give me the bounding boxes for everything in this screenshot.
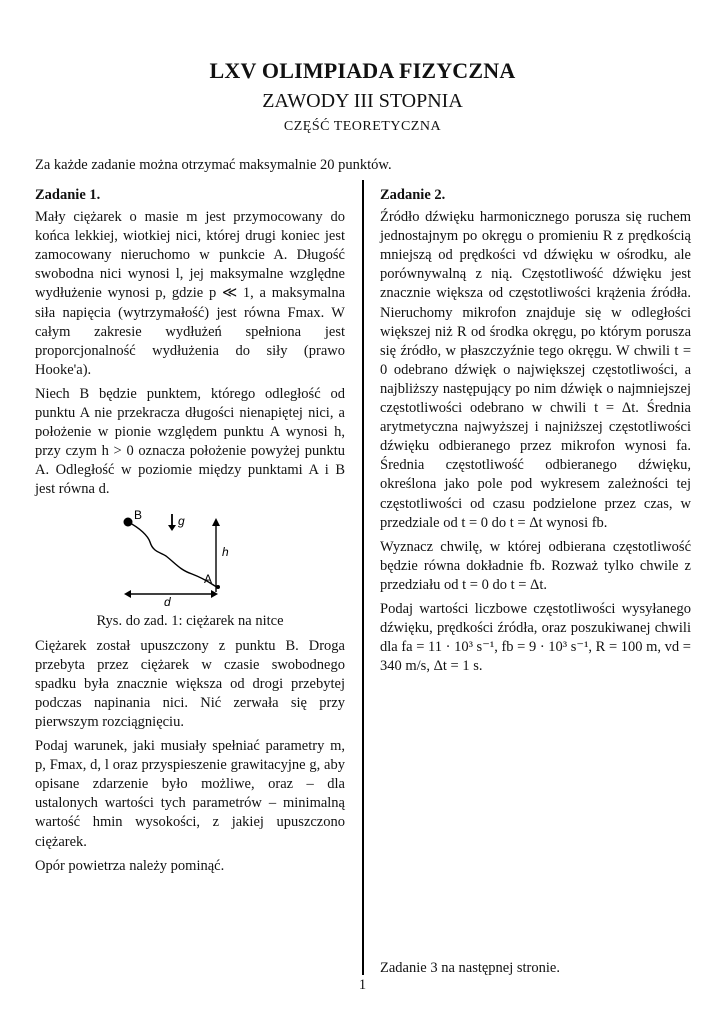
footer-note: Zadanie 3 na następnej stronie. bbox=[380, 960, 560, 976]
height-arrowhead bbox=[212, 518, 220, 526]
task2-heading: Zadanie 2. bbox=[380, 187, 446, 203]
task1-figure bbox=[120, 508, 270, 608]
page-number: 1 bbox=[358, 977, 367, 993]
gravity-arrowhead bbox=[168, 525, 176, 531]
part-title: CZĘŚĆ TEORETYCZNA bbox=[283, 119, 442, 134]
task2-paragraph-2: Wyznacz chwilę, w której odbierana częstotliwość będzie równa dokładnie fb. Rozważ tylko chwile z przedziału od t = 0 do t = Δt. bbox=[380, 538, 691, 593]
distance-arrowhead-left bbox=[124, 590, 131, 598]
task1-column bbox=[35, 186, 345, 881]
intro-text: Za każde zadanie można otrzymać maksymalnie 20 punktów. bbox=[35, 157, 392, 173]
task2-paragraph-1: Źródło dźwięku harmonicznego porusza się ruchem jednostajnym po okręgu o promieniu R z prędkością mniejszą od prędkości vd dźwięku w ośrodku, ale porównywalną z nią. Częstotliwość dźwięku jest znacznie większa od częstotliwości krążenia źródła. Nieruchomy mikrofon znajduje się w odległości większej niż R od środka okręgu, po którym porusza się źródło, w płaszczyźnie tego okręgu. W chwili t = 0 odebrano dźwięk o największej częstotliwości, a najbliższy następujący po nim dźwięk o najmniejszej częstotliwości odebrano w chwili t = Δt. Średnia arytmetyczna najwyższej i najniższej częstotliwości dźwięku odbieranego przez mikrofon wynosi fa. Średnia częstotliwość odbieranego dźwięku, określona jako pole pod wykresem zależności tej częstotliwości od czasu podzielone przez czas, w przedziale od t = 0 do t = Δt wynosi fb. bbox=[380, 209, 691, 531]
task1-paragraph-3: Ciężarek został upuszczony z punktu B. Droga przebyta przez ciężarek w czasie swobodnego spadku była znacznie większa od drogi przebytej podczas napinania nici. Nić zerwała się przy pierwszym rozciągnięciu. bbox=[35, 637, 345, 730]
label-b: B bbox=[134, 507, 143, 522]
distance-arrowhead-right bbox=[211, 590, 218, 598]
task2-column bbox=[380, 186, 691, 681]
task1-heading: Zadanie 1. bbox=[35, 187, 101, 203]
task1-paragraph-2: Niech B będzie punktem, którego odległość od punktu A nie przekracza długości nienapiętej nici, a położenie w pionie względem punktu A wynosi h, przy czym h > 0 oznacza położenie powyżej punktu A. Odległość w poziomie między punktami A i B jest równa d. bbox=[35, 385, 345, 498]
task1-paragraph-1: Mały ciężarek o masie m jest przymocowany do końca lekkiej, wiotkiej nici, której drugi koniec jest zamocowany nieruchomo w punkcie A. Długość swobodna nici wynosi l, jej maksymalne względne wydłużenie wynosi p, gdzie p ≪ 1, a maksymalna siła napięcia (wytrzymałość) jest równa Fmax. W całym zakresie wydłużeń spełniona jest proporcjonalność wydłużenia do siły (prawo Hooke'a). bbox=[35, 209, 345, 378]
page-title: LXV OLIMPIADA FIZYCZNA bbox=[209, 58, 516, 83]
label-a: A bbox=[204, 571, 213, 586]
task1-paragraph-4: Podaj warunek, jaki musiały spełniać parametry m, p, Fmax, d, l oraz przyspieszenie grawitacyjne g, aby opisane zdarzenie było możliwe, oraz – dla ustalonych wartości tych parametrów – minimalną wartość hmin wysokości, z jakiej upuszczono ciężarek. bbox=[35, 738, 345, 850]
column-divider bbox=[362, 180, 364, 975]
task1-paragraph-5: Opór powietrza należy pominąć. bbox=[35, 857, 225, 874]
task2-paragraph-3: Podaj wartości liczbowe częstotliwości wysyłanego dźwięku, prędkości źródła, oraz poszukiwanej chwili dla fa = 11 · 10³ s⁻¹, fb = 9 · 10³ s⁻¹, R = 100 m, vd = 340 m/s, Δt = 1 s. bbox=[380, 600, 691, 675]
label-d: d bbox=[164, 594, 171, 608]
label-h: h bbox=[222, 544, 229, 559]
label-g: g bbox=[178, 513, 185, 528]
figure-caption: Rys. do zad. 1: ciężarek na nitce bbox=[96, 612, 284, 629]
page-subtitle: ZAWODY III STOPNIA bbox=[262, 90, 463, 112]
